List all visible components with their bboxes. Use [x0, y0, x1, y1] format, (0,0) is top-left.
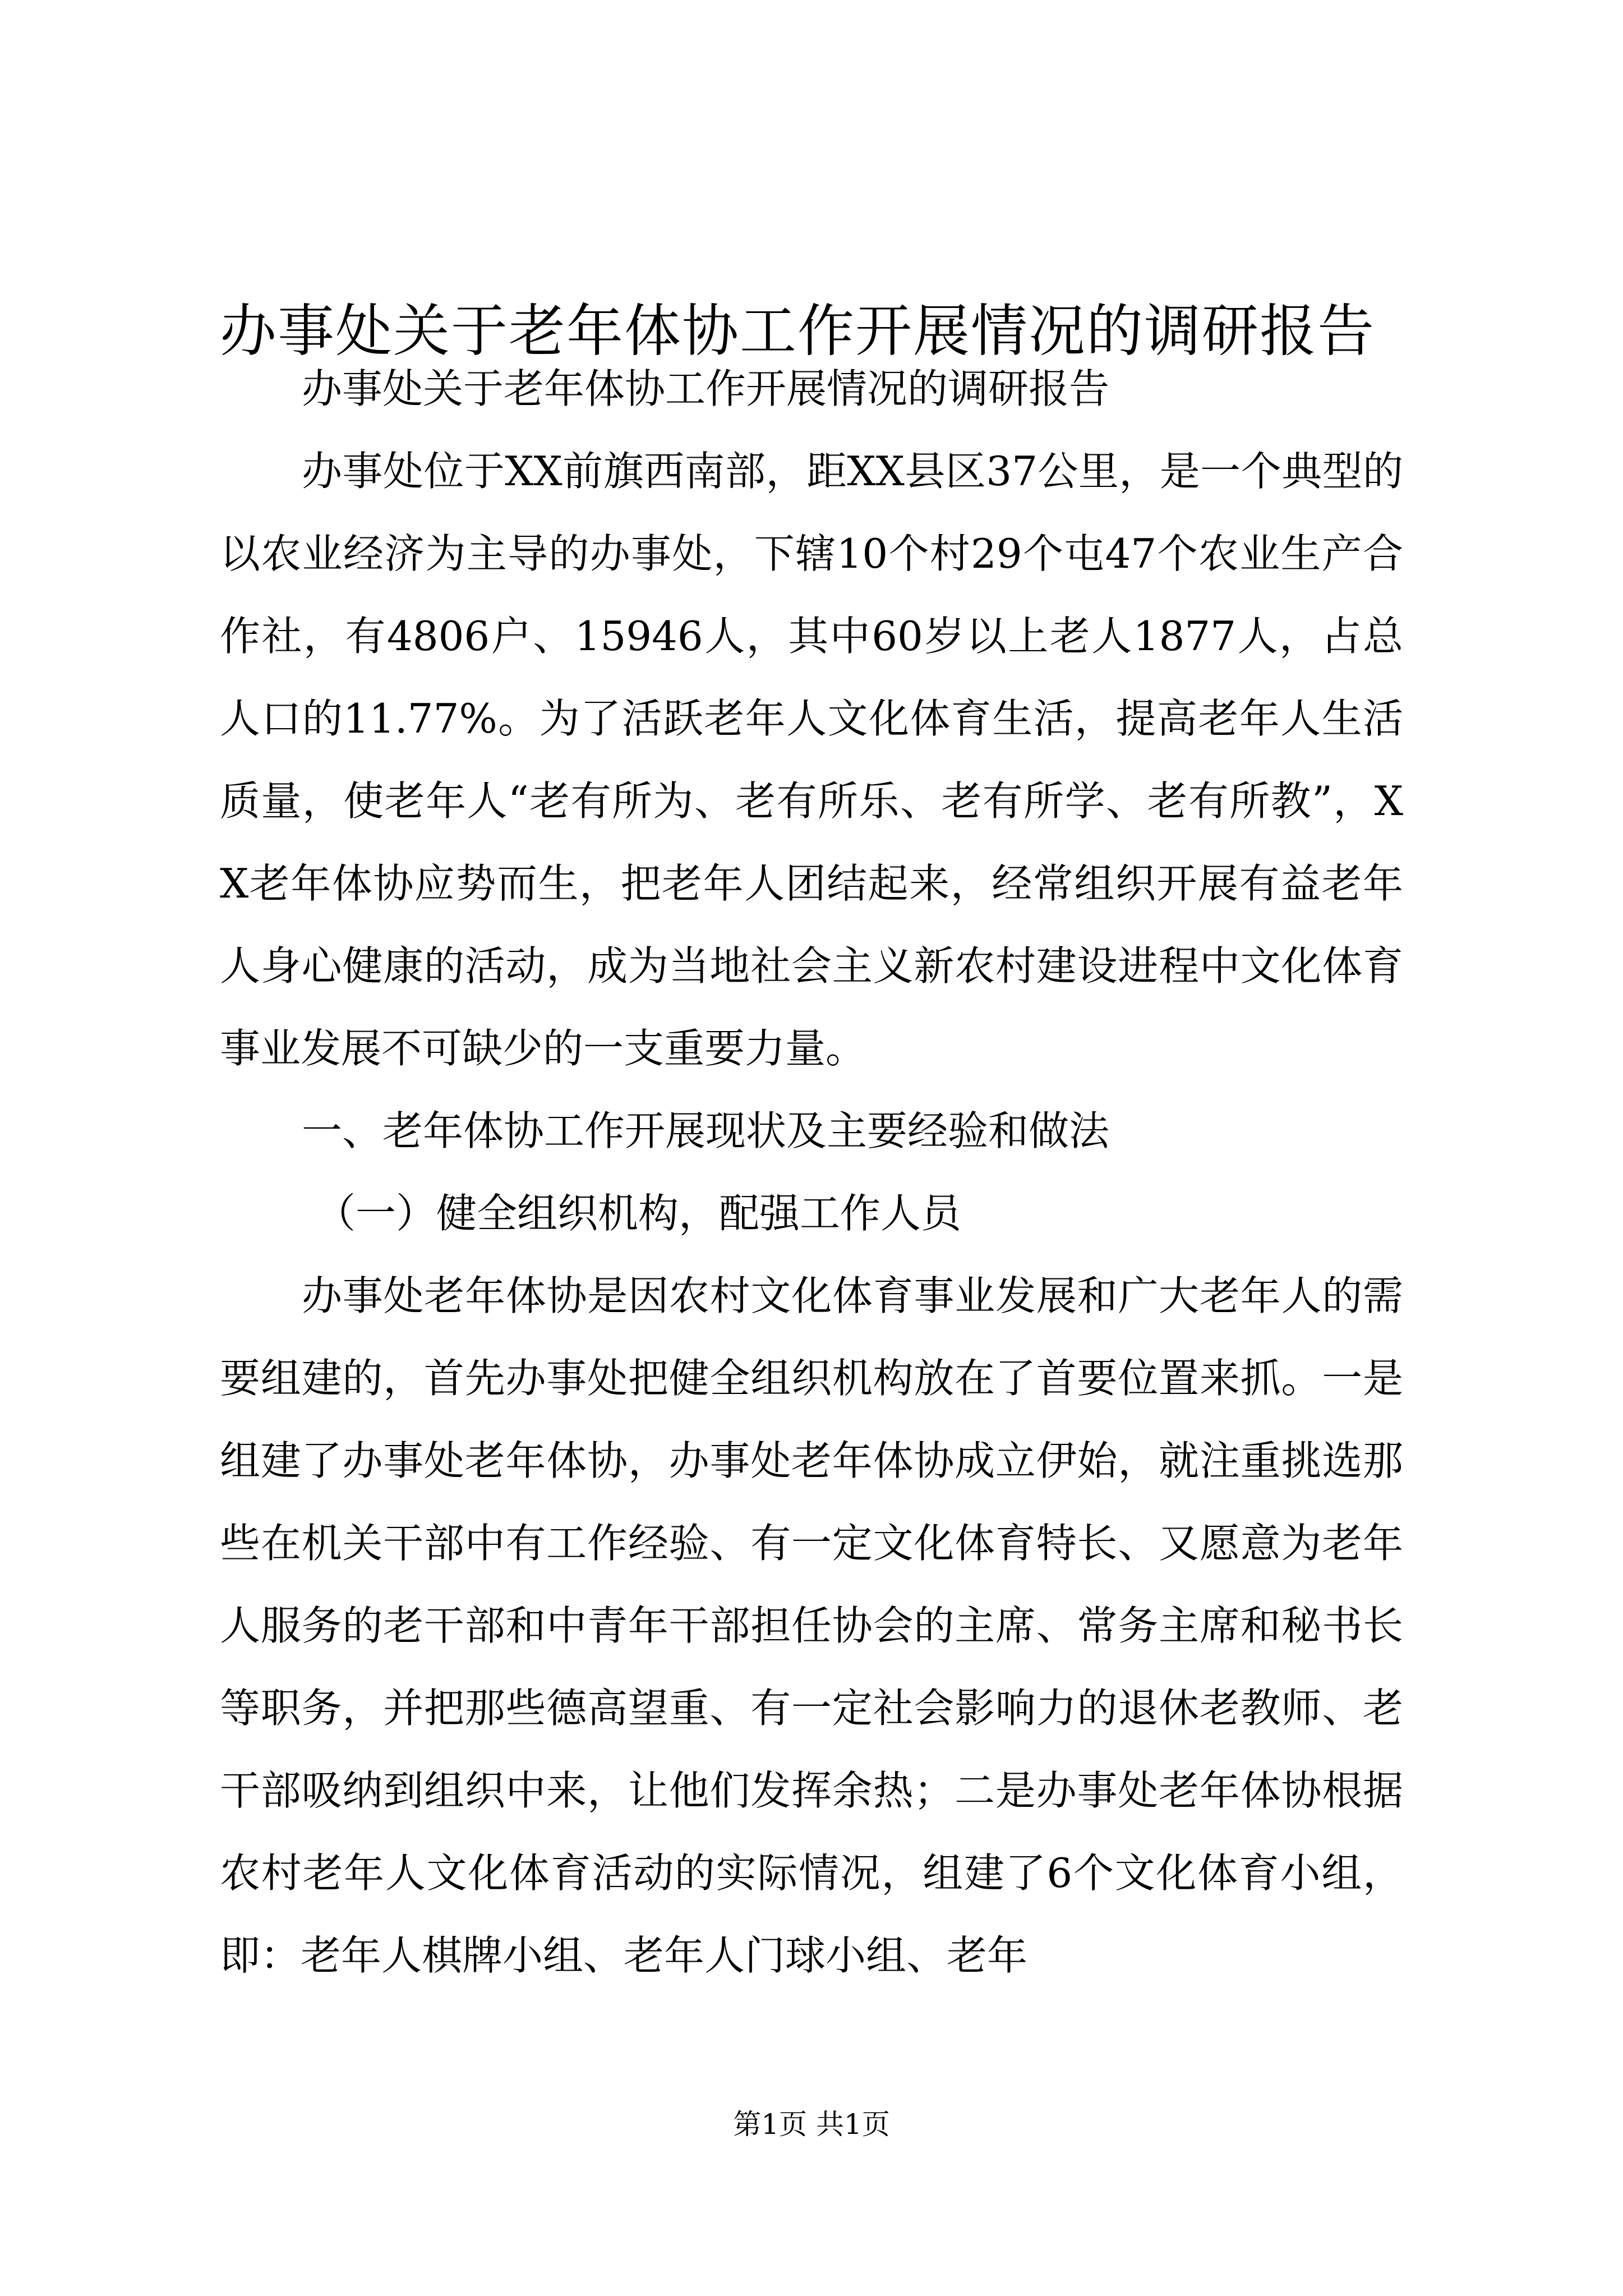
intro-paragraph: 办事处位于XX前旗西南部，距XX县区37公里，是一个典型的以农业经济为主导的办事处，下辖10个村29个屯47个农业生产合作社，有4806户、15946人，其中60岁以上老人1877人，占总人口的11.77%。为了活跃老年人文化体育生活，提高老年人生活质量，使老年人“老有所为、老有所乐、老有所学、老有所教”，XX老年体协应势而生，把老年人团结起来，经常组织开展有益老年人身心健康的活动，成为当地社会主义新农村建设进程中文化体育事业发展不可缺少的一支重要力量。 — [220, 448, 1403, 1072]
section-heading: 一、老年体协工作开展现状及主要经验和做法 — [302, 1107, 1110, 1154]
subtitle-paragraph: 办事处关于老年体协工作开展情况的调研报告 — [302, 365, 1110, 412]
page-footer: 第1页 共1页 — [733, 2108, 890, 2141]
document-title: 办事处关于老年体协工作开展情况的调研报告 — [220, 298, 1376, 364]
body-paragraph: 办事处老年体协是因农村文化体育事业发展和广大老年人的需要组建的，首先办事处把健全组织机构放在了首要位置来抓。一是组建了办事处老年体协，办事处老年体协成立伊始，就注重挑选那些在机关干部中有工作经验、有一定文化体育特长、又愿意为老年人服务的老干部和中青年干部担任协会的主席、常务主席和秘书长等职务，并把那些德高望重、有一定社会影响力的退休老教师、老干部吸纳到组织中来，让他们发挥余热；二是办事处老年体协根据农村老年人文化体育活动的实际情况，组建了6个文化体育小组，即：老年人棋牌小组、老年人门球小组、老年 — [220, 1272, 1403, 1979]
subsection-heading: （一）健全组织机构，配强工作人员 — [315, 1190, 962, 1237]
document-body — [220, 348, 1403, 1997]
